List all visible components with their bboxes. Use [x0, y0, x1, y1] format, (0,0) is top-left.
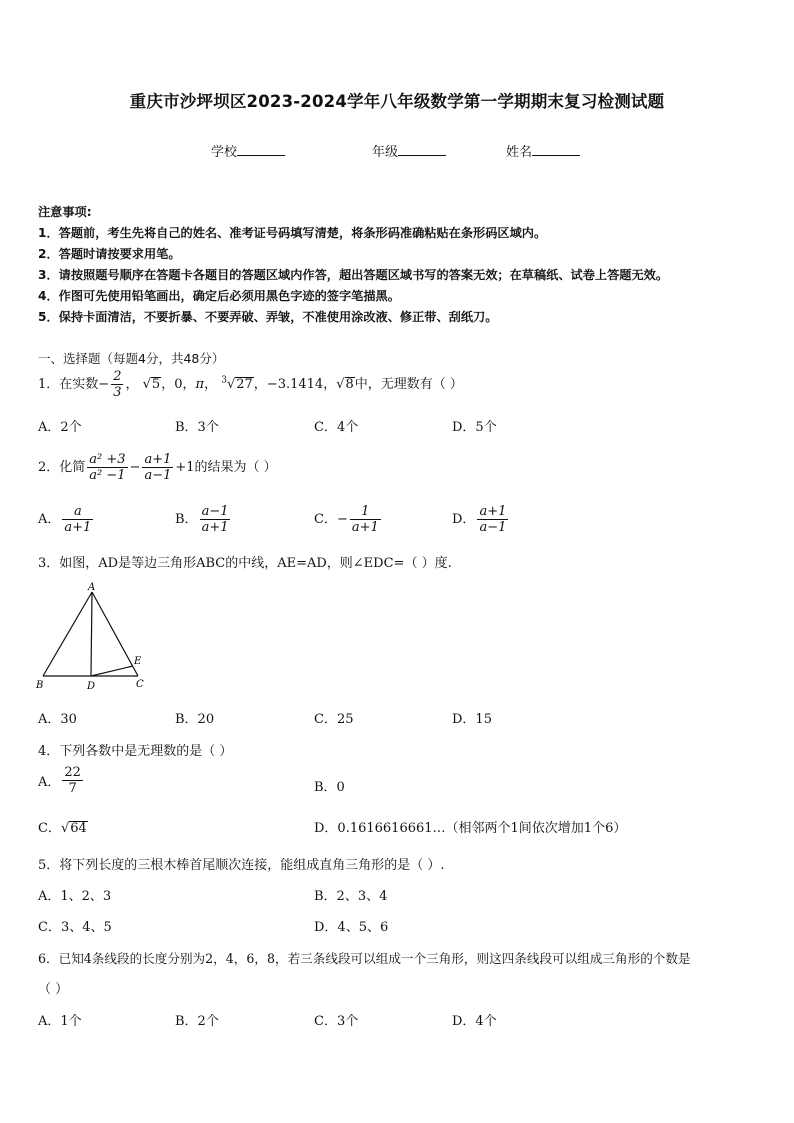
q1-prefix: 1．在实数	[38, 377, 99, 392]
notice-item-3: 3．请按照题号顺序在答题卡各题目的答题区域内作答，超出答题区域书写的答案无效；在草稿纸、试卷上答题无效。	[38, 268, 669, 282]
q2-minus: −	[129, 460, 141, 475]
q1-fraction-den: 3	[113, 385, 122, 400]
question-6-paren: （ ）	[38, 982, 69, 997]
q1-cbrt-index: 3	[221, 375, 227, 386]
q5-option-c[interactable]: C．3、4、5	[38, 920, 112, 935]
q3-option-c[interactable]: C．25	[314, 712, 354, 727]
q2-option-a-fraction	[62, 504, 93, 535]
q1-minus: −	[98, 377, 110, 392]
grade-field	[372, 141, 446, 160]
q2-option-d-label: D．	[452, 512, 476, 527]
q2-f1-num: a² +3	[89, 452, 126, 467]
label-c: C	[136, 679, 144, 690]
q2-option-a[interactable]	[38, 504, 95, 535]
notice-heading: 注意事项:	[38, 205, 92, 219]
grade-label: 年级	[372, 145, 399, 160]
q4-option-a-num: 22	[64, 765, 81, 780]
section-heading: 一、选择题（每题4分，共48分）	[38, 351, 225, 366]
school-field	[211, 141, 285, 160]
sqrt-icon: √	[336, 377, 345, 392]
q6-option-d[interactable]: D．4个	[452, 1014, 497, 1029]
q4-option-a-fraction	[62, 765, 83, 796]
q2-option-a-den: a+1	[64, 520, 92, 535]
q4-option-c[interactable]	[38, 817, 88, 836]
q2-option-c-num: 1	[350, 504, 381, 520]
q1-sep: ，	[161, 377, 175, 392]
q6-option-a[interactable]: A．1个	[38, 1014, 82, 1029]
q1-sep: ，	[182, 377, 196, 392]
notice-item-5: 5．保持卡面清洁，不要折暴、不要弄破、弄皱，不准使用涂改液、修正带、刮纸刀。	[38, 310, 498, 324]
notice-item-1: 1．答题前，考生先将自己的姓名、准考证号码填写清楚，将条形码准确粘贴在条形码区域内。	[38, 226, 547, 240]
q2-option-c-den: a+1	[351, 520, 379, 535]
question-3: 3．如图，AD是等边三角形ABC的中线，AE=AD，则∠EDC=（ ）度.	[38, 556, 452, 571]
q3-option-b[interactable]: B．20	[175, 712, 215, 727]
q1-decimal: −3.1414	[266, 377, 324, 392]
q2-option-b-den: a+1	[201, 520, 229, 535]
q2-fraction-2	[142, 452, 173, 483]
q2-option-d-num: a+1	[479, 504, 507, 519]
question-5: 5．将下列长度的三根木棒首尾顺次连接，能组成直角三角形的是（ ）.	[38, 858, 445, 873]
q4-option-c-label: C．	[38, 821, 61, 836]
q1-cbrt27: 27	[236, 377, 253, 392]
q1-pi: π	[195, 377, 205, 392]
q1-fraction	[111, 369, 123, 400]
question-6: 6．已知4条线段的长度分别为2，4，6，8，若三条线段可以组成一个三角形，则这四条线段可以组成三角形的个数是	[38, 951, 691, 966]
q2-option-c-label: C．	[314, 512, 337, 527]
q2-option-a-num: a	[62, 504, 93, 520]
q1-fraction-num: 2	[113, 369, 122, 384]
q2-option-d-fraction	[477, 504, 508, 535]
q2-f2-num: a+1	[144, 452, 172, 467]
q4-option-a[interactable]	[38, 765, 85, 796]
sqrt-icon: √	[60, 821, 70, 836]
segment-de	[91, 666, 133, 676]
q2-option-b[interactable]	[175, 504, 232, 535]
q4-option-b[interactable]: B．0	[314, 780, 345, 795]
label-d: D	[87, 681, 96, 692]
q1-sep: ，	[323, 377, 337, 392]
q2-f2-den: a−1	[144, 468, 172, 483]
q1-sep: ，	[125, 377, 139, 392]
label-b: B	[36, 680, 44, 691]
q1-sqrt8: 8	[345, 377, 354, 392]
question-4: 4．下列各数中是无理数的是（ ）	[38, 744, 233, 759]
q6-option-b[interactable]: B．2个	[175, 1014, 219, 1029]
q1-sep: ，	[204, 377, 218, 392]
school-label: 学校	[211, 145, 238, 160]
q2-plus1: +1	[175, 460, 195, 475]
side-ac	[92, 592, 138, 676]
q5-option-b[interactable]: B．2、3、4	[314, 889, 388, 904]
q2-option-b-label: B．	[175, 512, 198, 527]
q2-option-d[interactable]	[452, 504, 510, 535]
triangle-figure	[30, 580, 160, 695]
q2-f1-den: a² −1	[89, 468, 126, 483]
q5-option-d[interactable]: D．4、5、6	[314, 920, 389, 935]
grade-blank	[398, 143, 446, 156]
notice-item-2: 2．答题时请按要求用笔。	[38, 247, 181, 261]
label-e: E	[134, 656, 142, 667]
q1-option-a[interactable]: A．2个	[38, 420, 82, 435]
q1-suffix: 中，无理数有（ ）	[354, 377, 463, 392]
q1-option-b[interactable]: B．3个	[175, 420, 219, 435]
q1-sqrt5: 5	[151, 377, 161, 392]
q2-option-d-den: a−1	[479, 520, 507, 535]
median-ad	[91, 592, 92, 676]
notice-item-4: 4．作图可先使用铅笔画出，确定后必须用黑色字迹的签字笔描黑。	[38, 289, 400, 303]
q2-prefix: 2．化简	[38, 460, 86, 475]
q2-option-c-fraction	[350, 504, 381, 535]
q3-option-a[interactable]: A．30	[38, 712, 77, 727]
q2-option-a-label: A．	[38, 512, 61, 527]
q2-option-b-fraction	[200, 504, 231, 535]
q1-zero: 0	[174, 377, 183, 392]
q3-option-d[interactable]: D．15	[452, 712, 492, 727]
question-1	[38, 369, 463, 400]
name-field	[506, 141, 580, 160]
name-label: 姓名	[506, 145, 533, 160]
q4-option-a-label: A．	[38, 775, 61, 790]
q4-option-a-den: 7	[68, 781, 77, 796]
cbrt-icon: √	[226, 377, 236, 392]
question-2	[38, 452, 277, 483]
q4-option-d[interactable]: D．0.1616616661…（相邻两个1间依次增加1个6）	[314, 821, 627, 836]
q1-sep: ，	[253, 377, 267, 392]
q1-option-c[interactable]: C．4个	[314, 420, 359, 435]
q2-option-c-sign: −	[336, 512, 348, 527]
school-blank	[237, 143, 285, 156]
q5-option-a[interactable]: A．1、2、3	[38, 889, 112, 904]
name-blank	[532, 143, 580, 156]
q4-option-c-radicand: 64	[70, 821, 87, 836]
q2-suffix: 的结果为（ ）	[194, 460, 277, 475]
sqrt-icon: √	[142, 377, 151, 392]
label-a: A	[88, 582, 96, 593]
q2-fraction-1	[87, 452, 127, 483]
q2-option-c[interactable]	[314, 504, 383, 535]
page-title: 重庆市沙坪坝区2023-2024学年八年级数学第一学期期末复习检测试题	[129, 92, 665, 111]
q1-option-d[interactable]: D．5个	[452, 420, 497, 435]
side-ab	[43, 592, 92, 676]
q6-option-c[interactable]: C．3个	[314, 1014, 359, 1029]
q2-option-b-num: a−1	[201, 504, 229, 519]
